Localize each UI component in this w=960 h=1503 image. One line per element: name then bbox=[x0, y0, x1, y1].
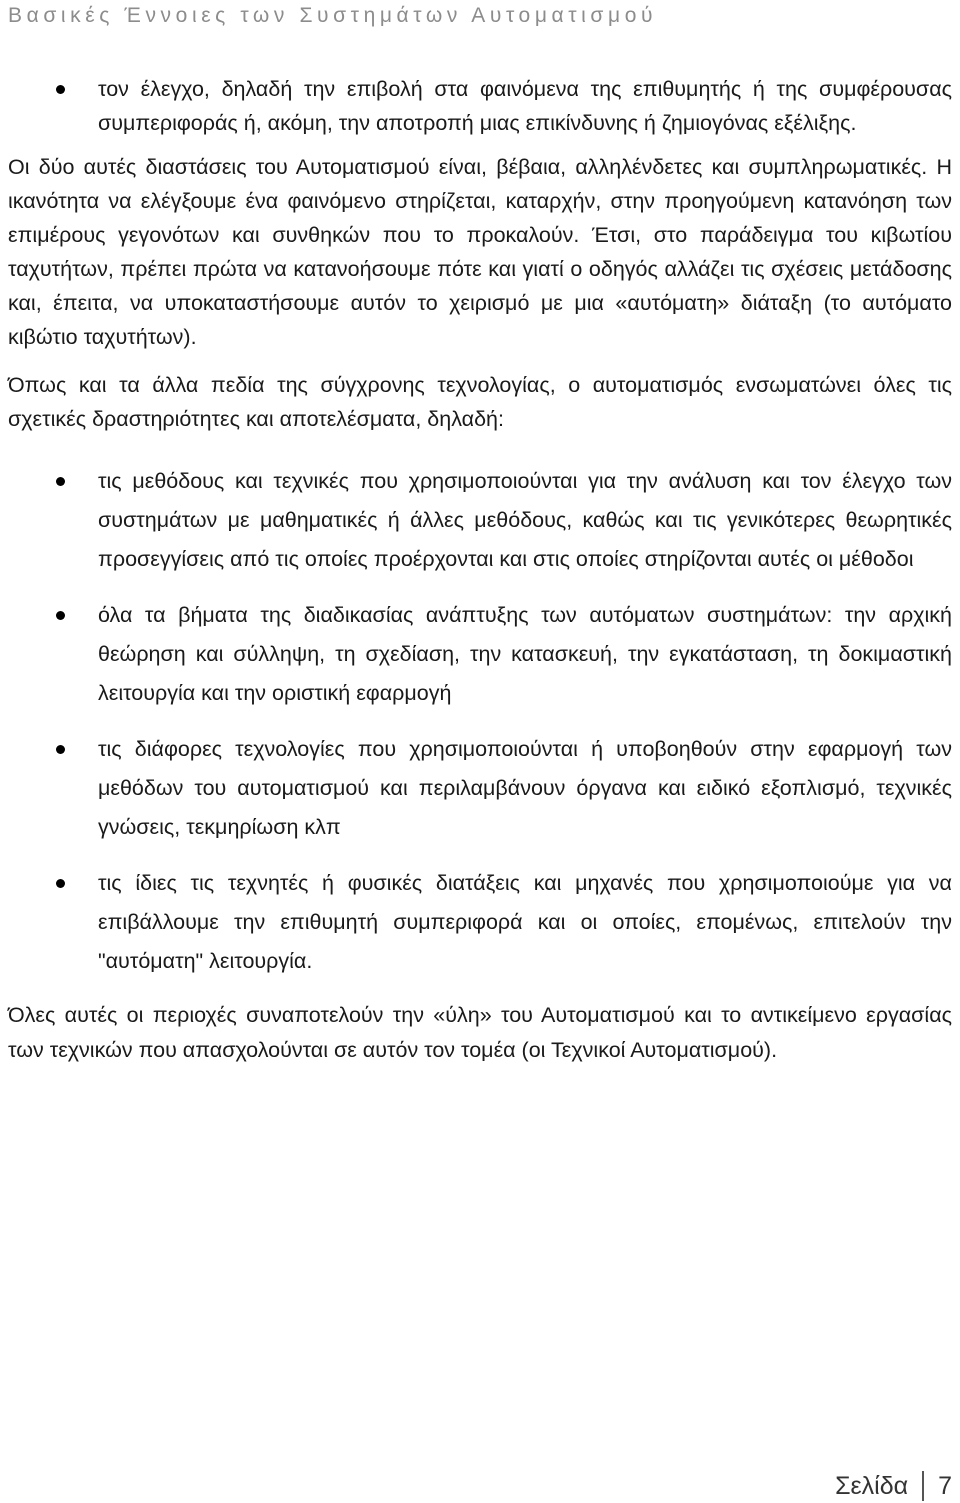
bullet-icon bbox=[56, 745, 65, 754]
page-label: Σελίδα bbox=[835, 1471, 909, 1500]
paragraph-technology-fields: Όπως και τα άλλα πεδία της σύγχρονης τεχνολογίας, ο αυτοματισμός ενσωματώνει όλες τις σχετικές δραστηριότητες και αποτελέσματα, δηλαδή: bbox=[8, 373, 952, 431]
list-item bbox=[8, 72, 952, 140]
page-footer bbox=[835, 1471, 952, 1501]
list-item-text: τις ίδιες τις τεχνητές ή φυσικές διατάξεις και μηχανές που χρησιμοποιούμε για να επιβάλλουμε την επιθυμητή συμπεριφορά και οι οποίες, επομένως, επιτελούν την "αυτόματη" λειτουργία. bbox=[98, 871, 952, 973]
bullet-list-activities bbox=[8, 462, 952, 981]
list-item bbox=[8, 730, 952, 847]
paragraph-conclusion: Όλες αυτές οι περιοχές συναποτελούν την «ύλη» του Αυτοματισμού και το αντικείμενο εργασίας των τεχνικών που απασχολούνται σε αυτόν τον τομέα (οι Τεχνικοί Αυτοματισμού). bbox=[8, 1003, 952, 1062]
list-item-text: τις διάφορες τεχνολογίες που χρησιμοποιούνται ή υποβοηθούν στην εφαρμογή των μεθόδων του αυτοματισμού και περιλαμβάνουν όργανα και ειδικό εξοπλισμό, τεχνικές γνώσεις, τεκμηρίωση κλπ bbox=[98, 737, 952, 839]
bullet-icon bbox=[56, 879, 65, 888]
page-number: 7 bbox=[938, 1471, 952, 1500]
bullet-icon bbox=[56, 85, 65, 94]
list-item bbox=[8, 596, 952, 713]
list-item bbox=[8, 864, 952, 981]
footer-divider bbox=[922, 1471, 924, 1501]
list-item bbox=[8, 462, 952, 579]
running-header: Βασικές Έννοιες των Συστημάτων Αυτοματισμού bbox=[8, 4, 658, 27]
page-content bbox=[8, 72, 952, 1068]
list-item-text: τις μεθόδους και τεχνικές που χρησιμοποιούνται για την ανάλυση και τον έλεγχο των συστημάτων με μαθηματικές ή άλλες μεθόδους, καθώς και τις γενικότερες θεωρητικές προσεγγίσεις από τις οποίες προέρχονται και στις οποίες στηρίζονται αυτές οι μέθοδοι bbox=[98, 469, 952, 571]
bullet-icon bbox=[56, 611, 65, 620]
list-item-text: τον έλεγχο, δηλαδή την επιβολή στα φαινόμενα της επιθυμητής ή της συμφέρουσας συμπεριφοράς ή, ακόμη, την αποτροπή μιας επικίνδυνης ή ζημιογόνας εξέλιξης. bbox=[98, 77, 952, 135]
paragraph-dimensions: Οι δύο αυτές διαστάσεις του Αυτοματισμού είναι, βέβαια, αλληλένδετες και συμπληρωματικές. Η ικανότητα να ελέγξουμε ένα φαινόμενο στηρίζεται, καταρχήν, στην προηγούμενη κατανόηση των επιμέρους γεγονότων και συνθηκών που το προκαλούν. Έτσι, στο παράδειγμα του κιβωτίου ταχυτήτων, πρέπει πρώτα να κατανοήσουμε πότε και γιατί ο οδηγός αλλάζει τις σχέσεις μετάδοσης και, έπειτα, να υποκαταστήσουμε αυτόν το χειρισμό με μια «αυτόματη» διάταξη (το αυτόματο κιβώτιο ταχυτήτων). bbox=[8, 155, 952, 349]
list-item-text: όλα τα βήματα της διαδικασίας ανάπτυξης των αυτόματων συστημάτων: την αρχική θεώρηση και σύλληψη, τη σχεδίαση, την κατασκευή, την εγκατάσταση, τη δοκιμαστική λειτουργία και την οριστική εφαρμογή bbox=[98, 603, 952, 705]
bullet-list-continued bbox=[8, 72, 952, 140]
bullet-icon bbox=[56, 477, 65, 486]
